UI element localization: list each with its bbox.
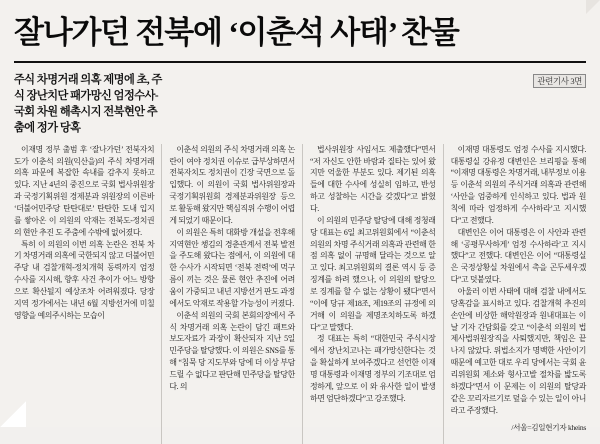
article-columns: [14, 144, 586, 444]
paragraph: 이 의원의 민주당 탈당에 대해 정청래 당 대표는 6일 최고위원회에서 “이춘석 의원의 차명 주식거래 의혹과 관련해 한 점 의혹 없이 규명해 달라는 것으로 알고 있다. 최고위원회의 결론 역시 등 증징계를 하려 했으나, 이 의원의 탈당으로 징계를 할 수 없는 상황이 됐다”면서 “이에 당규 제18조, 제19조의 규정에 의거해 이 의원을 제명조치하도록 하겠다”고 말했다.: [309, 215, 436, 332]
page-corner-fold: [0, 401, 26, 427]
paragraph: 이춘석 의원의 국회 본회의장에서 주식 차명거래 의혹 논란이 담긴 패트와 보도자료가 과장이 확산되자 지난 5일 민주당을 탈당했다. 이 의원은 SNS를 통해 “침묵 당 지도부와 당에 더 이상 부담드릴 수 없다고 판단해 민주당을 탈당한다. 의: [169, 310, 295, 391]
article-column-1: [14, 144, 161, 444]
paragraph: 아울러 이번 사태에 대해 검찰 내에서도 당혹감을 표시하고 있다. 검찰개혁 추진의 손안에 비상한 해악원장과 원내대표는 이날 기자 간담회를 갖고 “이춘석 의원의 법제사법위원장직을 사퇴했지만, 책임은 끝나지 않았다. 위법소지가 명백한 사안이기 때문에 예고한 대로 우리 당에서는 국회 윤리위원회 제소와 형사고발 절차를 밟도록 하겠다”면서 이 문제는 이 의원의 탈당과 같은 꼬리자르기로 덮을 수 있는 일이 아니라고 주장했다.: [450, 286, 586, 415]
related-article-tag: [533, 72, 586, 88]
paragraph: 이재명 정부 출범 후 ‘잘나가던’ 전북자치도가 이춘석 의원(익산을)의 주식 차명거래 의혹 파문에 복잡한 속내를 감추지 못하고 있다. 지난 4년의 중진으로 국회 법사위원장과 국정기획위원 경제분과 위원장의 이른바 ‘더불어민주당 탄탄대로’ 탄탄한 도내 입지를 쌓아온 이 의원의 악재는 전북도-정치권의 현안 추진 도 주춤에 수밖에 없어졌다.: [14, 144, 155, 237]
paragraph: 특히 이 의원의 이번 의혹 논란은 전북 차기 차명거래 의혹에 국한되지 않고 더불어민주당 내 검찰개혁-정치개혁 동력까지 엄정 수사를 지시해, 향후 사건 추이가 어느 방향으로 확산될지 예상조차 어려워졌다. 당장 지역 정가에서는 내년 6월 지방선거에 미칠 영향을 예의주시하는 모습이: [14, 239, 155, 320]
paragraph: 이재명 대통령도 엄정 수사를 지시했다. 대통령실 강유정 대변인은 브리핑을 통해 “이재명 대통령은 차명거래, 내부정보 이용 등 이춘석 의원의 주식거래 의혹과 관련해 ‘사안을 엄중하게 인식하고 있다. 법과 원칙에 따라 엄정하게 수사하라’고 지시했다”고 전했다.: [450, 144, 586, 225]
paragraph: 이 의원은 특히 대화방 개설을 전후해 지역현안 챙김의 경춘관계서 전북 발전을 주도해 왔다는 점에서, 이 의원에 대한 수사가 시작되면 ‘전북 전력’에 먹구름이 끼는 것은 물론 현안 추진에 어려움이 가중되고 내년 지방선거 판도 과정에서도 악재로 작용할 가능성이 커졌다.: [169, 227, 295, 308]
headline-divider: [14, 61, 586, 63]
article-column-2: [161, 144, 302, 444]
page-corner-fold-top: [586, 0, 600, 14]
page-title: 잘나가던 전북에 ‘이춘석 사태’ 찬물: [14, 15, 459, 50]
lead-row: [14, 72, 586, 137]
related-article-label: 관련기사 3면: [533, 74, 586, 88]
paragraph: 법사위원장 사임서도 제출했다”면서 “저 자신도 안한 바람과 질타는 있어 왔지만 억울한 부분도 있다. 제기된 의혹들에 대한 수사에 성실히 임하고, 반성하고 성찰하는 시간을 갖겠다”고 밝혔다.: [309, 144, 436, 213]
paragraph: 대변인은 이어 대통령은 이 사안과 관련해 ‘공평무사하게’ 엄정 수사하라’고 지시했다”고 전했다. 대변인은 이어 “대통령실은 국정상황실 차원에서 촉을 곤두세우겠다”고 덧붙였다.: [450, 227, 586, 285]
paragraph: 정 대표는 특히 “대한민국 주식시장에서 장난치고나는 패가망신한다는 것을 확실하게 보여주겠다고 선언한 이재명 대통령과 이재명 정부의 기조대로 엄정하게, 앞으로 이 와 유사한 일이 발생하면 엄단하겠다”고 강조했다.: [309, 334, 436, 403]
byline: /서울=김일현기자 kheins: [511, 423, 586, 433]
article-column-3: [302, 144, 443, 444]
article-column-4: [443, 144, 586, 444]
paragraph: 이춘석 의원의 주식 차명거래 의혹 논란이 여야 정치권 이슈로 급부상하면서 전북자치도 정치권이 긴장 국면으로 돌입했다. 이 의원이 국회 법사위원장과 국정기획위원회 경제분과위원장 등으로 활동해 왔지만 핵심직위 수행이 어렵게 되었기 때문이다.: [169, 144, 295, 225]
lead-paragraph: 주식 차명거래 의혹 제명에 초, 주식 장난치단 패가망신 엄정수사-국회 차원 해촉시지 전북현안 추춤에 정가 당혹: [14, 73, 162, 135]
